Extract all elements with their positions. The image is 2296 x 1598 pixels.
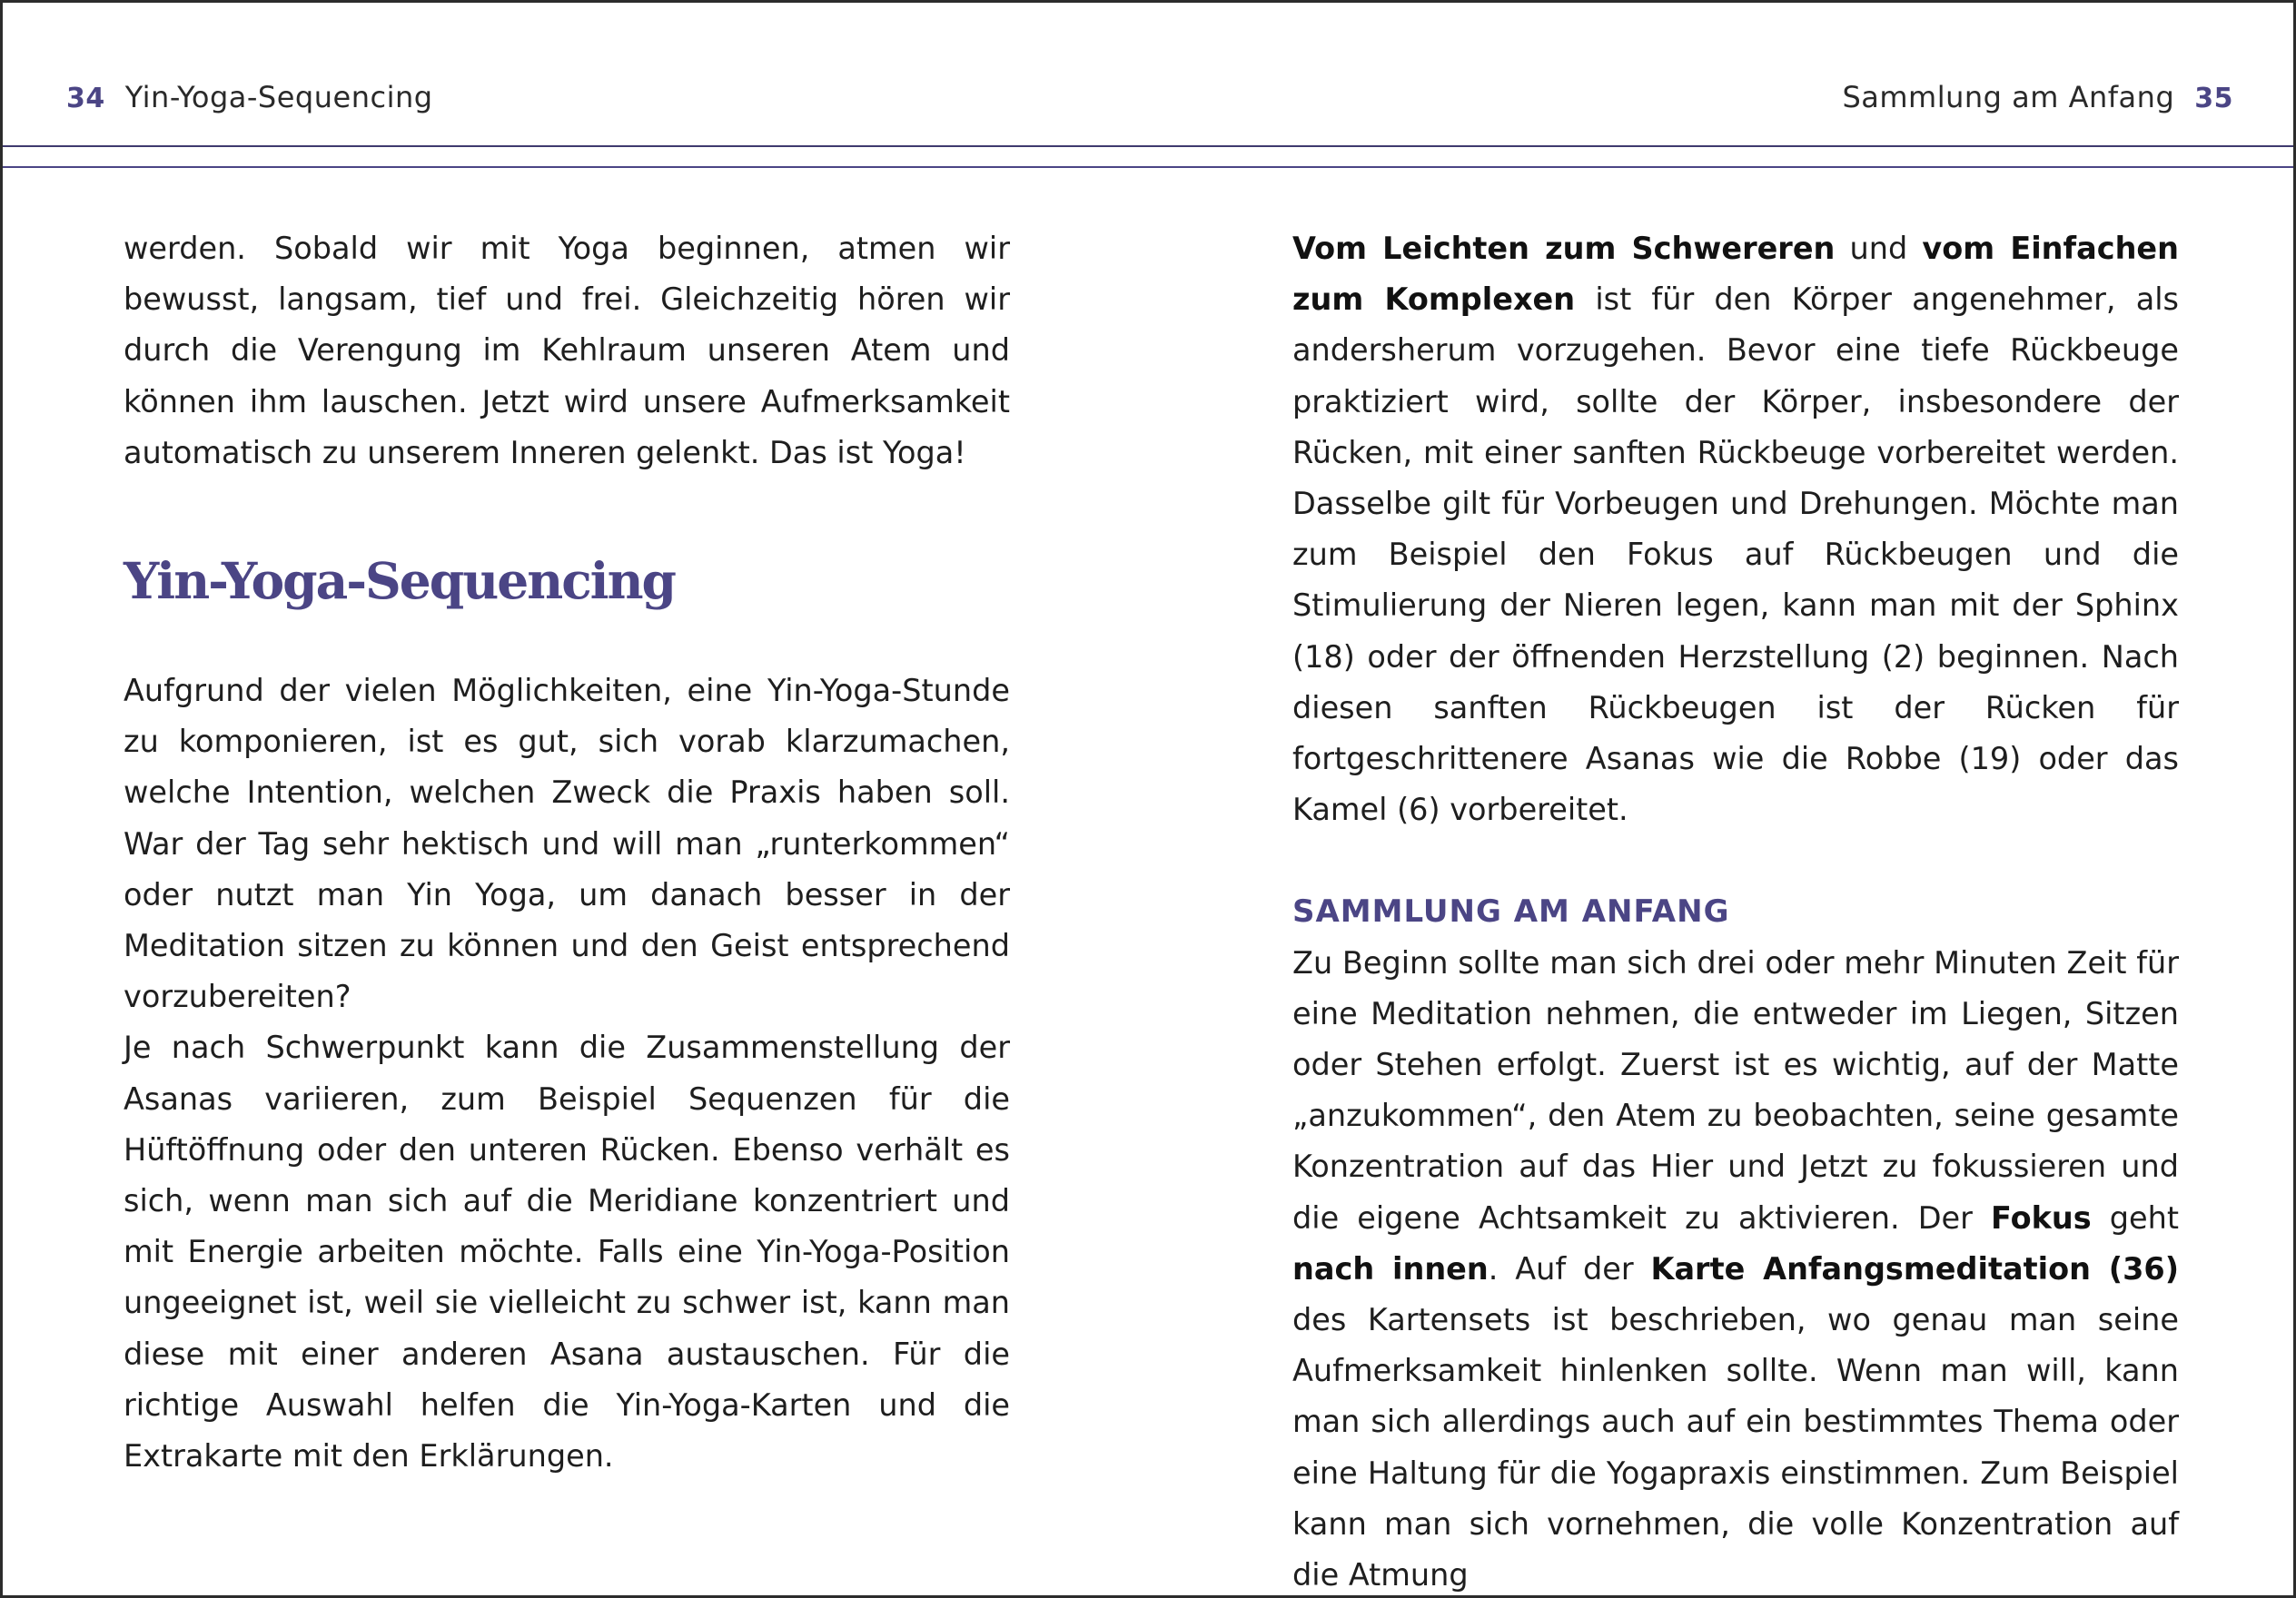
running-title-right: Sammlung am Anfang <box>1842 80 2175 114</box>
text-run: ist für den Körper angenehmer, als andersherum vorzugehen. Bevor eine tiefe Rückbeuge praktiziert wird, sollte der Körper, insbesondere der Rücken, mit einer sanften Rückbeuge vorbereitet werden. Dasselbe gilt für Vorbeugen und Drehungen. Möchte man zum Beispiel den Fokus auf Rückbeugen und die Stimulierung der Nieren legen, kann man mit der Sphinx (18) oder der öffnenden Herzstellung (2) beginnen. Nach diesen sanften Rückbeugen ist der Rücken für fortgeschrittenere Asanas wie die Robbe (19) oder das Kamel (6) vorbereitet. <box>1292 281 2179 828</box>
text-run: Zu Beginn sollte man sich drei oder mehr Minuten Zeit für eine Meditation nehmen, die entweder im Liegen, Sitzen oder Stehen erfolgt. Zuerst ist es wichtig, auf der Matte „anzukommen“, den Atem zu beobachten, seine gesamte Konzentration auf das Hier und Jetzt zu fokussieren und die eigene Achtsamkeit zu aktivieren. Der <box>1292 944 2179 1236</box>
page-number-left: 34 <box>66 83 105 114</box>
bold-word-fokus: Fokus <box>1991 1199 2092 1236</box>
bold-phrase-nach-innen: nach innen <box>1292 1250 1489 1287</box>
body-paragraph-1: Aufgrund der vielen Möglichkeiten, eine Yin-Yoga-Stunde zu komponieren, ist es gut, sich vorab klarzumachen, welche Intention, welchen Zweck die Praxis haben soll. War der Tag sehr hektisch und will man „runterkommen“ oder nutzt man Yin Yoga, um danach besser in der Meditation sitzen zu können und den Geist entsprechend vorzubereiten? <box>124 673 1010 1015</box>
section-title: Yin-Yoga-Sequencing <box>124 551 676 611</box>
intro-paragraph: werden. Sobald wir mit Yoga beginnen, atmen wir bewusst, langsam, tief und frei. Gleichzeitig hören wir durch die Verengung im Kehlraum unseren Atem und können ihm lauschen. Jetzt wird unsere Aufmerksamkeit automatisch zu unserem Inneren gelenkt. Das ist Yoga! <box>124 231 1010 470</box>
right-page-column <box>1292 223 2179 1598</box>
bold-phrase-light-to-heavy: Vom Leichten zum Schwereren <box>1292 231 1836 266</box>
header-rule-bottom <box>3 166 2293 168</box>
running-header-right <box>1842 75 2233 121</box>
header-rule-top <box>3 145 2293 147</box>
left-page-column <box>124 223 1010 1482</box>
text-run: des Kartensets ist beschrieben, wo genau man seine Aufmerksamkeit hinlenken sollte. Wenn man will, kann man sich allerdings auch auf ein bestimmtes Thema oder eine Haltung für die Yogapraxis einstimmen. Zum Beispiel kann man sich vornehmen, die volle Konzentration auf die Atmung <box>1292 1302 2179 1593</box>
bold-phrase-karte: Karte Anfangsmeditation (36) <box>1650 1250 2180 1287</box>
bold-phrase-simple-to-complex: vom Einfachen zum Komplexen <box>1292 231 2179 318</box>
text-run: geht <box>2091 1199 2179 1236</box>
running-header-left <box>66 75 433 121</box>
body-paragraph-2: Je nach Schwerpunkt kann die Zusammenstellung der Asanas variieren, zum Beispiel Sequenzen für die Hüftöffnung oder den unteren Rücken. Ebenso verhält es sich, wenn man sich auf die Meridiane konzentriert und mit Energie arbeiten möchte. Falls eine Yin-Yoga-Position ungeeignet ist, weil sie vielleicht zu schwer ist, kann man diese mit einer anderen Asana austauschen. Für die richtige Auswahl helfen die Yin-Yoga-Karten und die Extrakarte mit den Erklärungen. <box>124 1030 1010 1475</box>
sammlung-paragraph <box>1292 938 2179 1598</box>
text-run: . Auf der <box>1488 1250 1651 1287</box>
text-run: und <box>1835 231 1923 266</box>
page-number-right: 35 <box>2194 83 2233 114</box>
sequencing-paragraph <box>1292 223 2179 835</box>
running-title-left: Yin-Yoga-Sequencing <box>124 80 433 114</box>
subheading-sammlung: SAMMLUNG AM ANFANG <box>1292 893 1730 931</box>
